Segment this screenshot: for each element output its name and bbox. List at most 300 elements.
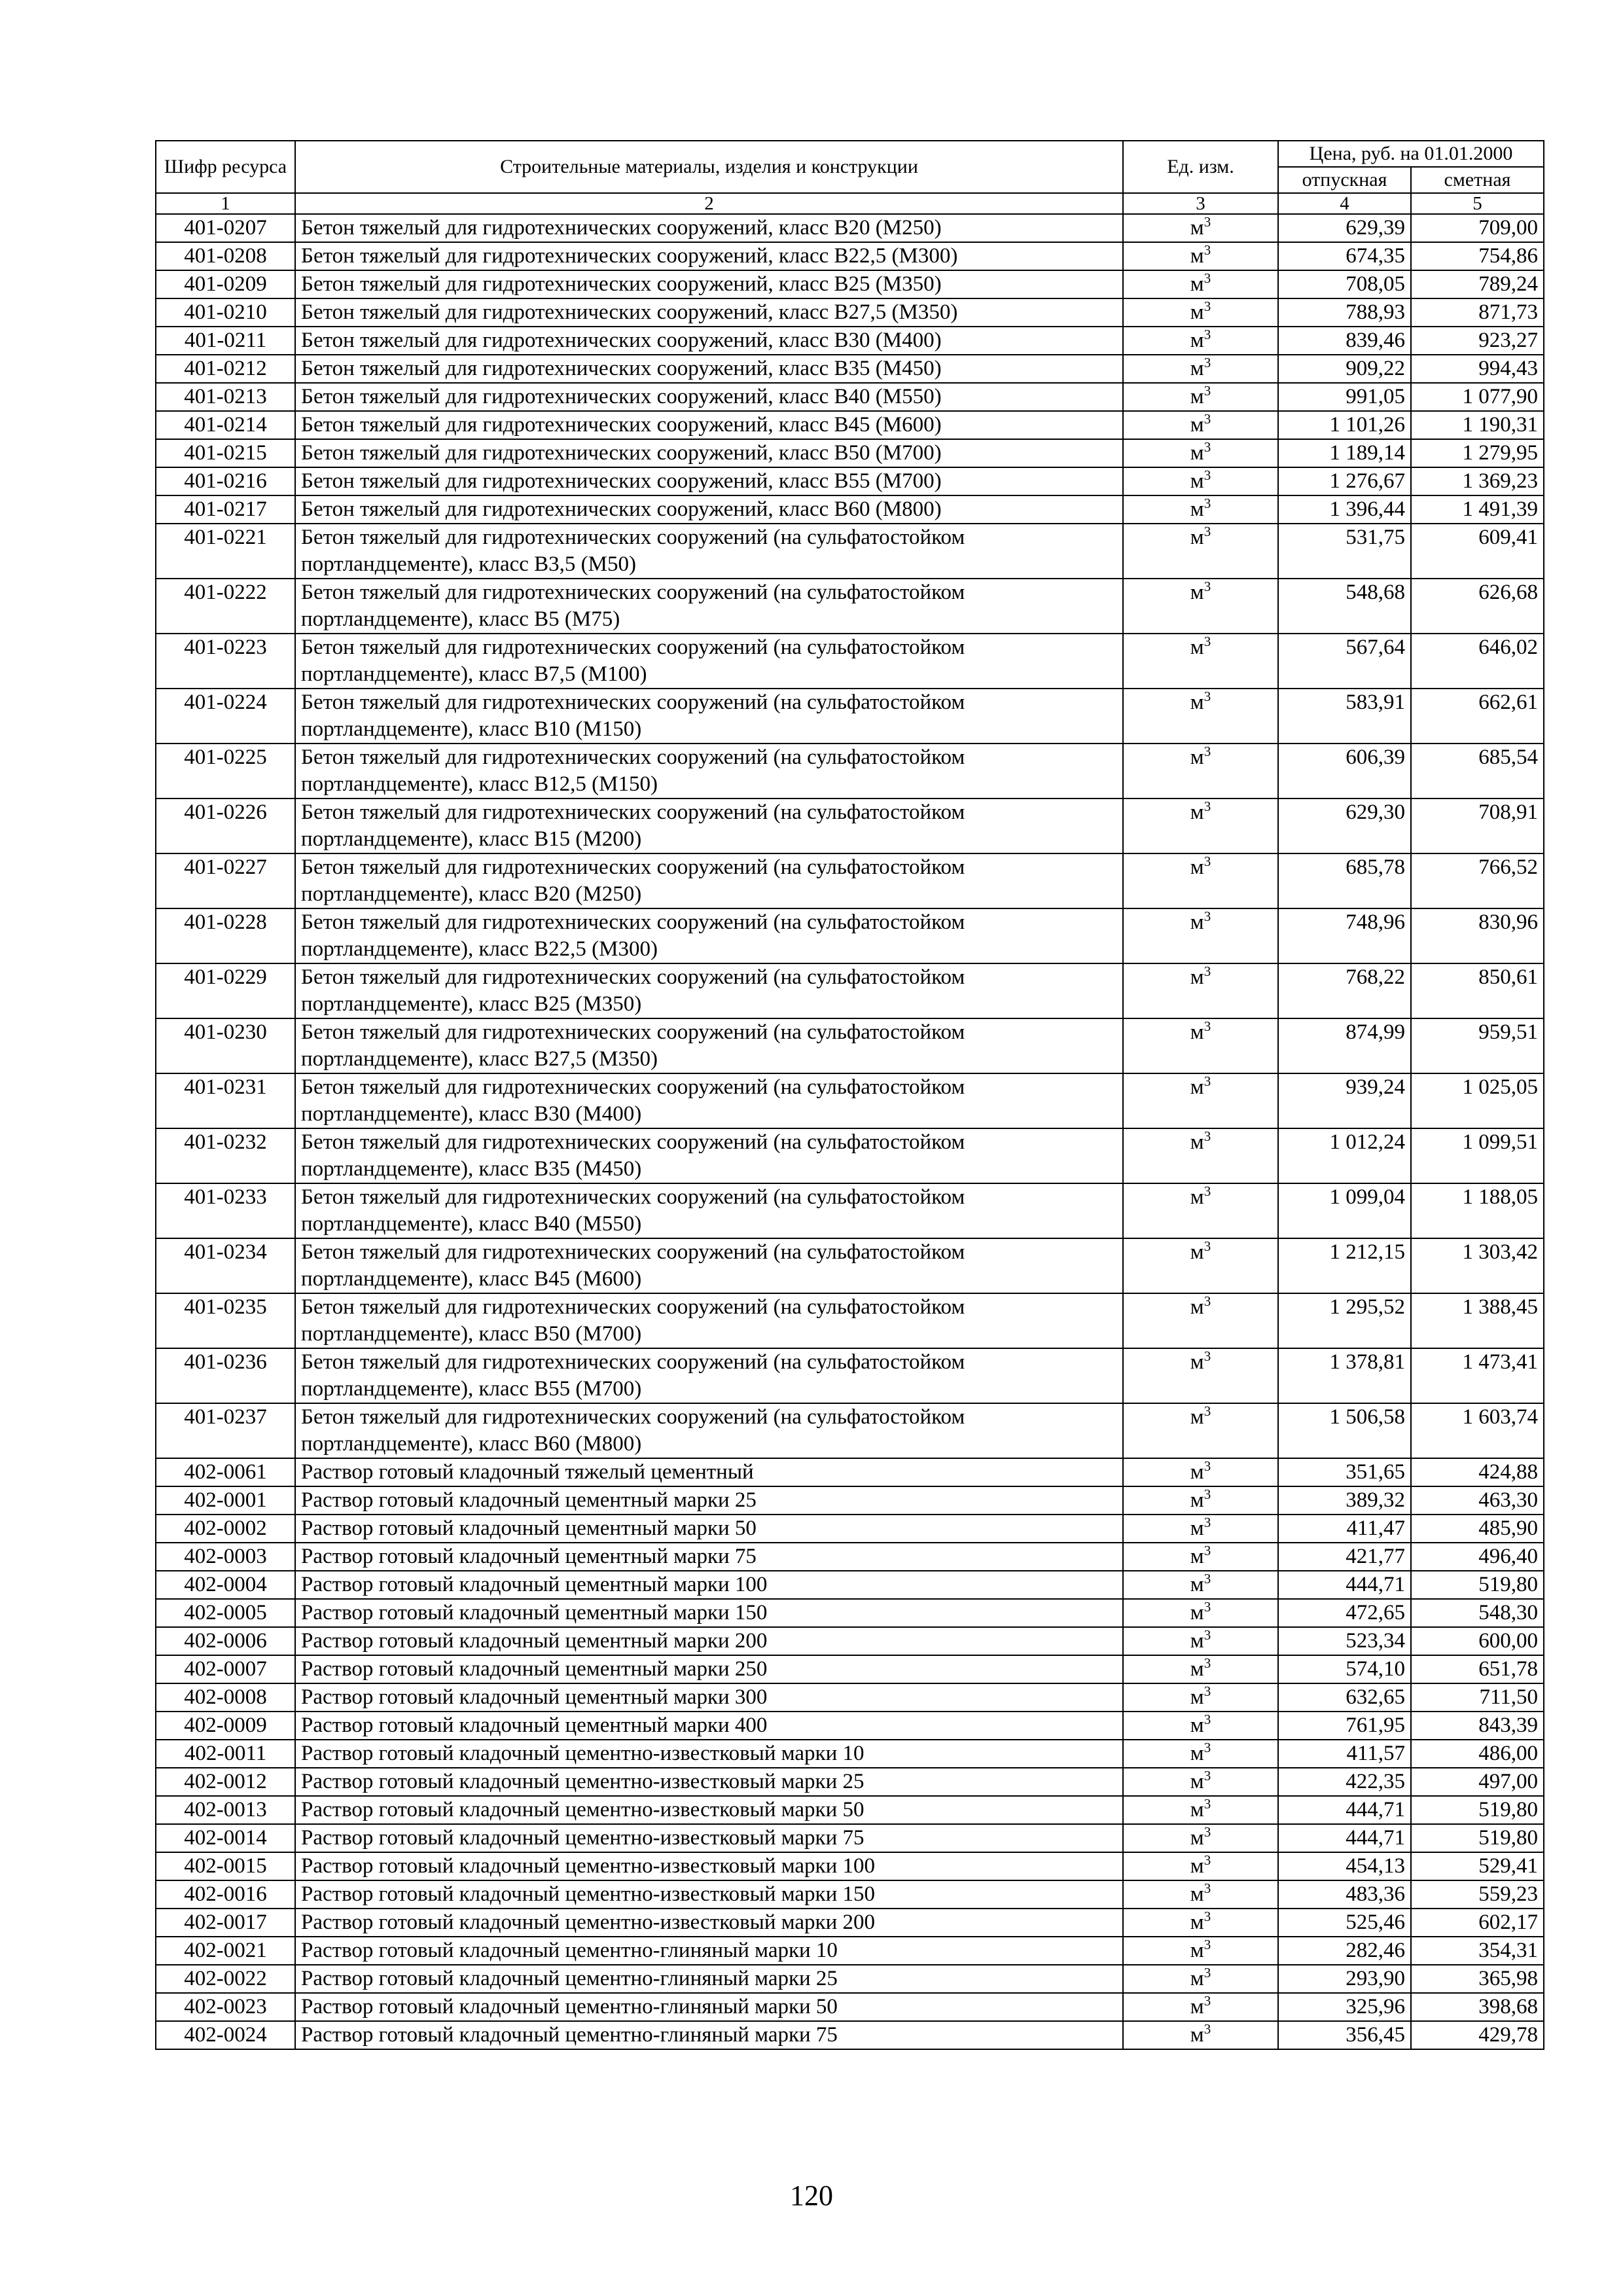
unit-base: м xyxy=(1190,1573,1204,1596)
estimate-price: 646,02 xyxy=(1411,634,1544,689)
table-row xyxy=(156,579,1544,634)
unit-base: м xyxy=(1190,1601,1204,1624)
resource-code: 401-0228 xyxy=(156,908,295,963)
estimate-price: 708,91 xyxy=(1411,798,1544,853)
resource-code: 401-0229 xyxy=(156,963,295,1018)
material-name: Раствор готовый кладочный цементно-глиняный марки 75 xyxy=(295,2021,1123,2049)
resource-code: 401-0233 xyxy=(156,1183,295,1238)
release-price: 525,46 xyxy=(1278,1909,1411,1937)
unit-exponent: 3 xyxy=(1204,1824,1211,1840)
unit-exponent: 3 xyxy=(1204,689,1211,704)
table-row xyxy=(156,1937,1544,1965)
unit-exponent: 3 xyxy=(1204,1018,1211,1034)
unit-base: м xyxy=(1190,300,1204,324)
resource-code: 402-0016 xyxy=(156,1880,295,1909)
unit-exponent: 3 xyxy=(1204,579,1211,594)
unit-exponent: 3 xyxy=(1204,963,1211,979)
release-price: 708,05 xyxy=(1278,270,1411,298)
release-price: 874,99 xyxy=(1278,1018,1411,1073)
material-name: Раствор готовый кладочный цементный марки 150 xyxy=(295,1599,1123,1627)
page-number: 120 xyxy=(790,2179,833,2212)
material-name: Раствор готовый кладочный цементно-известковый марки 150 xyxy=(295,1880,1123,1909)
table-row xyxy=(156,383,1544,411)
table-row xyxy=(156,411,1544,439)
header-code: Шифр ресурса xyxy=(156,141,295,193)
material-name: Раствор готовый кладочный цементный марки 50 xyxy=(295,1515,1123,1543)
material-name: Раствор готовый кладочный цементный марки 400 xyxy=(295,1712,1123,1740)
estimate-price: 1 473,41 xyxy=(1411,1348,1544,1403)
resource-code: 402-0002 xyxy=(156,1515,295,1543)
estimate-price: 830,96 xyxy=(1411,908,1544,963)
table-row xyxy=(156,214,1544,242)
resource-code: 402-0017 xyxy=(156,1909,295,1937)
table-row xyxy=(156,634,1544,689)
unit-base: м xyxy=(1190,1967,1204,1990)
resource-code: 401-0213 xyxy=(156,383,295,411)
material-name: Раствор готовый кладочный тяжелый цементный xyxy=(295,1458,1123,1486)
unit-exponent: 3 xyxy=(1204,798,1211,814)
resource-code: 401-0235 xyxy=(156,1293,295,1348)
release-price: 574,10 xyxy=(1278,1655,1411,1683)
estimate-price: 600,00 xyxy=(1411,1627,1544,1655)
resource-code: 401-0226 xyxy=(156,798,295,853)
material-name: Раствор готовый кладочный цементный марки 200 xyxy=(295,1627,1123,1655)
estimate-price: 1 190,31 xyxy=(1411,411,1544,439)
material-name: Раствор готовый кладочный цементно-известковый марки 200 xyxy=(295,1909,1123,1937)
release-price: 293,90 xyxy=(1278,1965,1411,1993)
table-row xyxy=(156,1486,1544,1515)
release-price: 761,95 xyxy=(1278,1712,1411,1740)
material-name: Бетон тяжелый для гидротехнических сооружений (на сульфатостойком портландцементе), класс В55 (М700) xyxy=(295,1348,1123,1403)
material-name: Раствор готовый кладочный цементно-глиняный марки 10 xyxy=(295,1937,1123,1965)
unit-exponent: 3 xyxy=(1204,2021,1211,2037)
unit-exponent: 3 xyxy=(1204,355,1211,370)
table-body xyxy=(156,214,1544,2049)
release-price: 548,68 xyxy=(1278,579,1411,634)
header-estimate: сметная xyxy=(1411,167,1544,193)
table-row xyxy=(156,853,1544,908)
table-row xyxy=(156,1683,1544,1712)
unit-cell xyxy=(1123,1824,1278,1852)
table-row xyxy=(156,1852,1544,1880)
estimate-price: 1 491,39 xyxy=(1411,495,1544,524)
material-name: Бетон тяжелый для гидротехнических сооружений (на сульфатостойком портландцементе), класс В50 (М700) xyxy=(295,1293,1123,1348)
unit-cell xyxy=(1123,524,1278,579)
table-row xyxy=(156,908,1544,963)
unit-exponent: 3 xyxy=(1204,1768,1211,1784)
release-price: 351,65 xyxy=(1278,1458,1411,1486)
material-name: Бетон тяжелый для гидротехнических сооружений, класс В27,5 (М350) xyxy=(295,298,1123,327)
unit-base: м xyxy=(1190,1516,1204,1540)
estimate-price: 485,90 xyxy=(1411,1515,1544,1543)
unit-base: м xyxy=(1190,329,1204,352)
table-row xyxy=(156,744,1544,798)
unit-base: м xyxy=(1190,413,1204,437)
resource-code: 401-0216 xyxy=(156,467,295,495)
resource-code: 402-0008 xyxy=(156,1683,295,1712)
material-name: Бетон тяжелый для гидротехнических сооружений, класс В50 (М700) xyxy=(295,439,1123,467)
material-name: Раствор готовый кладочный цементно-известковый марки 25 xyxy=(295,1768,1123,1796)
resource-code: 401-0223 xyxy=(156,634,295,689)
release-price: 768,22 xyxy=(1278,963,1411,1018)
material-name: Бетон тяжелый для гидротехнических сооружений, класс В55 (М700) xyxy=(295,467,1123,495)
release-price: 1 506,58 xyxy=(1278,1403,1411,1458)
unit-base: м xyxy=(1190,1185,1204,1209)
column-number: 4 xyxy=(1278,193,1411,214)
resource-code: 401-0211 xyxy=(156,327,295,355)
table-row xyxy=(156,1403,1544,1458)
unit-exponent: 3 xyxy=(1204,1293,1211,1309)
material-name: Бетон тяжелый для гидротехнических сооружений, класс В25 (М350) xyxy=(295,270,1123,298)
release-price: 1 099,04 xyxy=(1278,1183,1411,1238)
unit-exponent: 3 xyxy=(1204,853,1211,869)
material-name: Раствор готовый кладочный цементно-известковый марки 100 xyxy=(295,1852,1123,1880)
unit-exponent: 3 xyxy=(1204,1543,1211,1558)
unit-base: м xyxy=(1190,1460,1204,1484)
estimate-price: 711,50 xyxy=(1411,1683,1544,1712)
unit-base: м xyxy=(1190,216,1204,240)
table-row xyxy=(156,1712,1544,1740)
resource-code: 402-0012 xyxy=(156,1768,295,1796)
estimate-price: 1 188,05 xyxy=(1411,1183,1544,1238)
release-price: 422,35 xyxy=(1278,1768,1411,1796)
estimate-price: 923,27 xyxy=(1411,327,1544,355)
unit-exponent: 3 xyxy=(1204,1458,1211,1474)
material-name: Бетон тяжелый для гидротехнических сооружений (на сульфатостойком портландцементе), класс В3,5 (М50) xyxy=(295,524,1123,579)
release-price: 1 101,26 xyxy=(1278,411,1411,439)
release-price: 411,47 xyxy=(1278,1515,1411,1543)
unit-cell xyxy=(1123,1293,1278,1348)
unit-base: м xyxy=(1190,1995,1204,2018)
unit-base: м xyxy=(1190,1910,1204,1934)
estimate-price: 850,61 xyxy=(1411,963,1544,1018)
unit-exponent: 3 xyxy=(1204,1937,1211,1952)
unit-cell xyxy=(1123,1965,1278,1993)
release-price: 411,57 xyxy=(1278,1740,1411,1768)
unit-base: м xyxy=(1190,1854,1204,1878)
estimate-price: 1 077,90 xyxy=(1411,383,1544,411)
unit-cell xyxy=(1123,853,1278,908)
header-release: отпускная xyxy=(1278,167,1411,193)
table-row xyxy=(156,1993,1544,2021)
release-price: 909,22 xyxy=(1278,355,1411,383)
unit-cell xyxy=(1123,1571,1278,1599)
resource-code: 401-0231 xyxy=(156,1073,295,1128)
unit-base: м xyxy=(1190,1685,1204,1709)
resource-code: 402-0015 xyxy=(156,1852,295,1880)
unit-exponent: 3 xyxy=(1204,1880,1211,1896)
unit-cell xyxy=(1123,1018,1278,1073)
release-price: 567,64 xyxy=(1278,634,1411,689)
release-price: 1 295,52 xyxy=(1278,1293,1411,1348)
estimate-price: 365,98 xyxy=(1411,1965,1544,1993)
unit-cell xyxy=(1123,908,1278,963)
estimate-price: 626,68 xyxy=(1411,579,1544,634)
release-price: 454,13 xyxy=(1278,1852,1411,1880)
release-price: 1 212,15 xyxy=(1278,1238,1411,1293)
unit-base: м xyxy=(1190,1240,1204,1264)
unit-exponent: 3 xyxy=(1204,383,1211,399)
unit-exponent: 3 xyxy=(1204,1909,1211,1924)
unit-exponent: 3 xyxy=(1204,1627,1211,1643)
resource-code: 401-0236 xyxy=(156,1348,295,1403)
table-row xyxy=(156,1655,1544,1683)
table-row xyxy=(156,1515,1544,1543)
estimate-price: 463,30 xyxy=(1411,1486,1544,1515)
material-name: Бетон тяжелый для гидротехнических сооружений, класс В35 (М450) xyxy=(295,355,1123,383)
release-price: 421,77 xyxy=(1278,1543,1411,1571)
unit-cell xyxy=(1123,1183,1278,1238)
unit-cell xyxy=(1123,1515,1278,1543)
unit-base: м xyxy=(1190,581,1204,604)
release-price: 632,65 xyxy=(1278,1683,1411,1712)
estimate-price: 486,00 xyxy=(1411,1740,1544,1768)
resource-code: 402-0009 xyxy=(156,1712,295,1740)
unit-base: м xyxy=(1190,497,1204,521)
material-name: Бетон тяжелый для гидротехнических сооружений (на сульфатостойком портландцементе), класс В10 (М150) xyxy=(295,689,1123,744)
unit-base: м xyxy=(1190,1798,1204,1821)
material-name: Раствор готовый кладочный цементный марки 75 xyxy=(295,1543,1123,1571)
unit-exponent: 3 xyxy=(1204,1965,1211,1981)
table-row xyxy=(156,1824,1544,1852)
unit-exponent: 3 xyxy=(1204,1796,1211,1812)
release-price: 748,96 xyxy=(1278,908,1411,963)
material-name: Бетон тяжелый для гидротехнических сооружений (на сульфатостойком портландцементе), класс В20 (М250) xyxy=(295,853,1123,908)
unit-exponent: 3 xyxy=(1204,1348,1211,1364)
release-price: 389,32 xyxy=(1278,1486,1411,1515)
release-price: 523,34 xyxy=(1278,1627,1411,1655)
unit-cell xyxy=(1123,1599,1278,1627)
estimate-price: 871,73 xyxy=(1411,298,1544,327)
unit-exponent: 3 xyxy=(1204,908,1211,924)
resource-code: 402-0005 xyxy=(156,1599,295,1627)
unit-cell xyxy=(1123,355,1278,383)
resource-code: 401-0207 xyxy=(156,214,295,242)
table-row xyxy=(156,327,1544,355)
release-price: 531,75 xyxy=(1278,524,1411,579)
unit-base: м xyxy=(1190,385,1204,408)
unit-cell xyxy=(1123,1403,1278,1458)
unit-base: м xyxy=(1190,855,1204,879)
table-row xyxy=(156,1018,1544,1073)
unit-cell xyxy=(1123,2021,1278,2049)
material-name: Бетон тяжелый для гидротехнических сооружений, класс В45 (М600) xyxy=(295,411,1123,439)
material-name: Раствор готовый кладочный цементно-известковый марки 50 xyxy=(295,1796,1123,1824)
material-name: Бетон тяжелый для гидротехнических сооружений (на сульфатостойком портландцементе), класс В5 (М75) xyxy=(295,579,1123,634)
unit-cell xyxy=(1123,579,1278,634)
release-price: 583,91 xyxy=(1278,689,1411,744)
release-price: 685,78 xyxy=(1278,853,1411,908)
material-name: Бетон тяжелый для гидротехнических сооружений (на сульфатостойком портландцементе), класс В35 (М450) xyxy=(295,1128,1123,1183)
estimate-price: 1 369,23 xyxy=(1411,467,1544,495)
unit-cell xyxy=(1123,1852,1278,1880)
release-price: 282,46 xyxy=(1278,1937,1411,1965)
table-row xyxy=(156,1348,1544,1403)
estimate-price: 662,61 xyxy=(1411,689,1544,744)
unit-cell xyxy=(1123,327,1278,355)
resource-code: 402-0014 xyxy=(156,1824,295,1852)
release-price: 606,39 xyxy=(1278,744,1411,798)
table-row xyxy=(156,963,1544,1018)
unit-cell xyxy=(1123,798,1278,853)
table-row xyxy=(156,495,1544,524)
unit-cell xyxy=(1123,439,1278,467)
unit-exponent: 3 xyxy=(1204,270,1211,286)
table-row xyxy=(156,1073,1544,1128)
column-number: 3 xyxy=(1123,193,1278,214)
resource-code: 402-0021 xyxy=(156,1937,295,1965)
unit-exponent: 3 xyxy=(1204,1128,1211,1144)
material-name: Раствор готовый кладочный цементный марки 100 xyxy=(295,1571,1123,1599)
release-price: 1 189,14 xyxy=(1278,439,1411,467)
unit-exponent: 3 xyxy=(1204,1486,1211,1502)
release-price: 629,39 xyxy=(1278,214,1411,242)
unit-cell xyxy=(1123,1458,1278,1486)
estimate-price: 754,86 xyxy=(1411,242,1544,270)
release-price: 472,65 xyxy=(1278,1599,1411,1627)
estimate-price: 548,30 xyxy=(1411,1599,1544,1627)
unit-exponent: 3 xyxy=(1204,1740,1211,1755)
unit-cell xyxy=(1123,1768,1278,1796)
unit-exponent: 3 xyxy=(1204,1712,1211,1727)
table-row xyxy=(156,1128,1544,1183)
release-price: 788,93 xyxy=(1278,298,1411,327)
resource-code: 402-0006 xyxy=(156,1627,295,1655)
material-name: Раствор готовый кладочный цементный марки 250 xyxy=(295,1655,1123,1683)
estimate-price: 354,31 xyxy=(1411,1937,1544,1965)
unit-base: м xyxy=(1190,965,1204,989)
unit-exponent: 3 xyxy=(1204,1238,1211,1254)
table-row xyxy=(156,2021,1544,2049)
release-price: 1 378,81 xyxy=(1278,1348,1411,1403)
unit-exponent: 3 xyxy=(1204,1599,1211,1615)
unit-base: м xyxy=(1190,1713,1204,1737)
estimate-price: 398,68 xyxy=(1411,1993,1544,2021)
table-row xyxy=(156,1880,1544,1909)
unit-base: м xyxy=(1190,469,1204,493)
resource-code: 402-0013 xyxy=(156,1796,295,1824)
unit-base: м xyxy=(1190,1882,1204,1906)
material-name: Бетон тяжелый для гидротехнических сооружений (на сульфатостойком портландцементе), класс В60 (М800) xyxy=(295,1403,1123,1458)
resource-code: 402-0022 xyxy=(156,1965,295,1993)
release-price: 444,71 xyxy=(1278,1796,1411,1824)
estimate-price: 602,17 xyxy=(1411,1909,1544,1937)
unit-exponent: 3 xyxy=(1204,1993,1211,2009)
unit-base: м xyxy=(1190,636,1204,659)
estimate-price: 651,78 xyxy=(1411,1655,1544,1683)
release-price: 939,24 xyxy=(1278,1073,1411,1128)
release-price: 356,45 xyxy=(1278,2021,1411,2049)
release-price: 444,71 xyxy=(1278,1571,1411,1599)
unit-exponent: 3 xyxy=(1204,1571,1211,1587)
table-row xyxy=(156,1183,1544,1238)
unit-base: м xyxy=(1190,1545,1204,1568)
estimate-price: 1 279,95 xyxy=(1411,439,1544,467)
unit-exponent: 3 xyxy=(1204,214,1211,230)
estimate-price: 959,51 xyxy=(1411,1018,1544,1073)
unit-cell xyxy=(1123,298,1278,327)
unit-base: м xyxy=(1190,1295,1204,1319)
resource-code: 401-0224 xyxy=(156,689,295,744)
estimate-price: 766,52 xyxy=(1411,853,1544,908)
material-name: Бетон тяжелый для гидротехнических сооружений (на сульфатостойком портландцементе), класс В25 (М350) xyxy=(295,963,1123,1018)
table-row xyxy=(156,1293,1544,1348)
table-row xyxy=(156,355,1544,383)
unit-base: м xyxy=(1190,1826,1204,1850)
unit-exponent: 3 xyxy=(1204,1515,1211,1530)
unit-base: м xyxy=(1190,526,1204,549)
resource-code: 401-0215 xyxy=(156,439,295,467)
unit-exponent: 3 xyxy=(1204,744,1211,759)
material-name: Раствор готовый кладочный цементно-глиняный марки 25 xyxy=(295,1965,1123,1993)
estimate-price: 843,39 xyxy=(1411,1712,1544,1740)
resource-code: 402-0003 xyxy=(156,1543,295,1571)
estimate-price: 609,41 xyxy=(1411,524,1544,579)
unit-base: м xyxy=(1190,1405,1204,1429)
material-name: Бетон тяжелый для гидротехнических сооружений (на сульфатостойком портландцементе), класс В30 (М400) xyxy=(295,1073,1123,1128)
table-row xyxy=(156,298,1544,327)
unit-exponent: 3 xyxy=(1204,1683,1211,1699)
release-price: 325,96 xyxy=(1278,1993,1411,2021)
unit-base: м xyxy=(1190,745,1204,769)
unit-cell xyxy=(1123,1238,1278,1293)
unit-cell xyxy=(1123,1796,1278,1824)
header-name: Строительные материалы, изделия и конструкции xyxy=(295,141,1123,193)
material-name: Бетон тяжелый для гидротехнических сооружений, класс В20 (М250) xyxy=(295,214,1123,242)
resource-code: 401-0227 xyxy=(156,853,295,908)
table-row xyxy=(156,1599,1544,1627)
material-name: Раствор готовый кладочный цементный марки 25 xyxy=(295,1486,1123,1515)
unit-base: м xyxy=(1190,1488,1204,1512)
unit-base: м xyxy=(1190,1020,1204,1044)
resource-code: 401-0209 xyxy=(156,270,295,298)
unit-cell xyxy=(1123,1937,1278,1965)
table-row xyxy=(156,1909,1544,1937)
unit-cell xyxy=(1123,1486,1278,1515)
unit-base: м xyxy=(1190,1939,1204,1962)
estimate-price: 789,24 xyxy=(1411,270,1544,298)
release-price: 444,71 xyxy=(1278,1824,1411,1852)
material-name: Раствор готовый кладочный цементно-известковый марки 10 xyxy=(295,1740,1123,1768)
material-name: Бетон тяжелый для гидротехнических сооружений (на сульфатостойком портландцементе), класс В27,5 (М350) xyxy=(295,1018,1123,1073)
unit-cell xyxy=(1123,689,1278,744)
unit-cell xyxy=(1123,1683,1278,1712)
estimate-price: 709,00 xyxy=(1411,214,1544,242)
unit-cell xyxy=(1123,1073,1278,1128)
unit-cell xyxy=(1123,1993,1278,2021)
table-row xyxy=(156,689,1544,744)
unit-cell xyxy=(1123,1543,1278,1571)
unit-exponent: 3 xyxy=(1204,298,1211,314)
unit-exponent: 3 xyxy=(1204,411,1211,427)
resource-code: 401-0225 xyxy=(156,744,295,798)
unit-base: м xyxy=(1190,1130,1204,1154)
unit-base: м xyxy=(1190,1075,1204,1099)
unit-base: м xyxy=(1190,1350,1204,1374)
table-row xyxy=(156,1740,1544,1768)
table-row xyxy=(156,242,1544,270)
unit-exponent: 3 xyxy=(1204,439,1211,455)
release-price: 1 276,67 xyxy=(1278,467,1411,495)
resource-code: 402-0023 xyxy=(156,1993,295,2021)
resource-code: 401-0210 xyxy=(156,298,295,327)
table-row xyxy=(156,1458,1544,1486)
estimate-price: 994,43 xyxy=(1411,355,1544,383)
table-row xyxy=(156,1965,1544,1993)
header-unit: Ед. изм. xyxy=(1123,141,1278,193)
unit-cell xyxy=(1123,744,1278,798)
unit-cell xyxy=(1123,1348,1278,1403)
